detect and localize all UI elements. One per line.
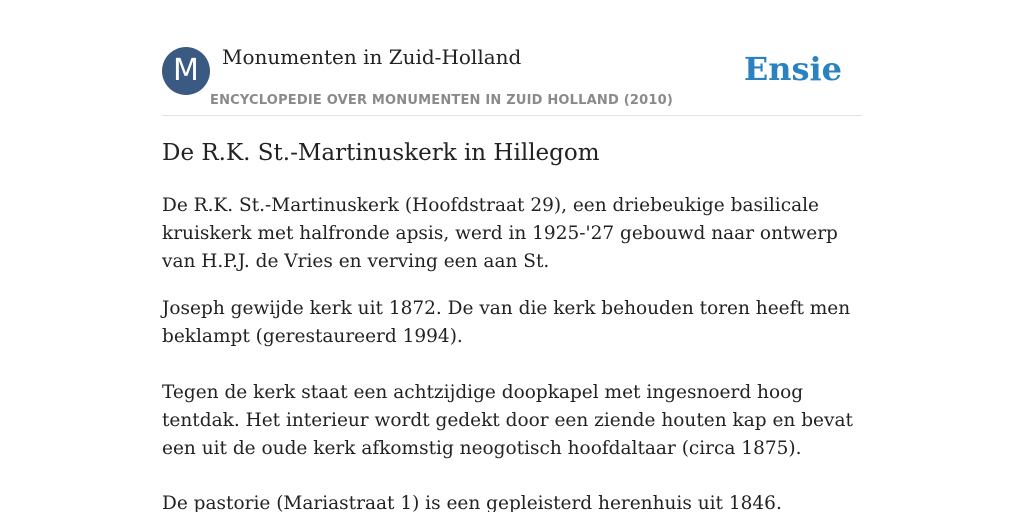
site-title[interactable]: Monumenten in Zuid-Holland bbox=[222, 45, 522, 69]
avatar[interactable]: M bbox=[162, 47, 210, 95]
article-paragraph: Tegen de kerk staat een achtzijdige doopkapel met ingesnoerd hoog tentdak. Het interieur wordt gedekt door een ziende houten kap en bevat een uit de oude kerk afkomstig neogotisch hoofdaltaar (circa 1875). bbox=[162, 382, 853, 459]
brand-logo[interactable]: Ensie bbox=[743, 50, 842, 88]
site-header bbox=[162, 0, 862, 116]
site-subtitle: ENCYCLOPEDIE OVER MONUMENTEN IN ZUID HOLLAND (2010) bbox=[210, 93, 673, 108]
page-container bbox=[162, 0, 862, 512]
article-paragraph: De R.K. St.-Martinuskerk (Hoofdstraat 29), een driebeukige basilicale kruiskerk met halfronde apsis, werd in 1925-'27 gebouwd naar ontwerp van H.P.J. de Vries en verving een aan St. bbox=[162, 195, 838, 272]
article-paragraph: Joseph gewijde kerk uit 1872. De van die kerk behouden toren heeft men beklampt (gerestaureerd 1994). bbox=[162, 298, 851, 347]
article-title: De R.K. St.-Martinuskerk in Hillegom bbox=[162, 140, 600, 166]
article-paragraph: De pastorie (Mariastraat 1) is een gepleisterd herenhuis uit 1846. bbox=[162, 493, 782, 512]
